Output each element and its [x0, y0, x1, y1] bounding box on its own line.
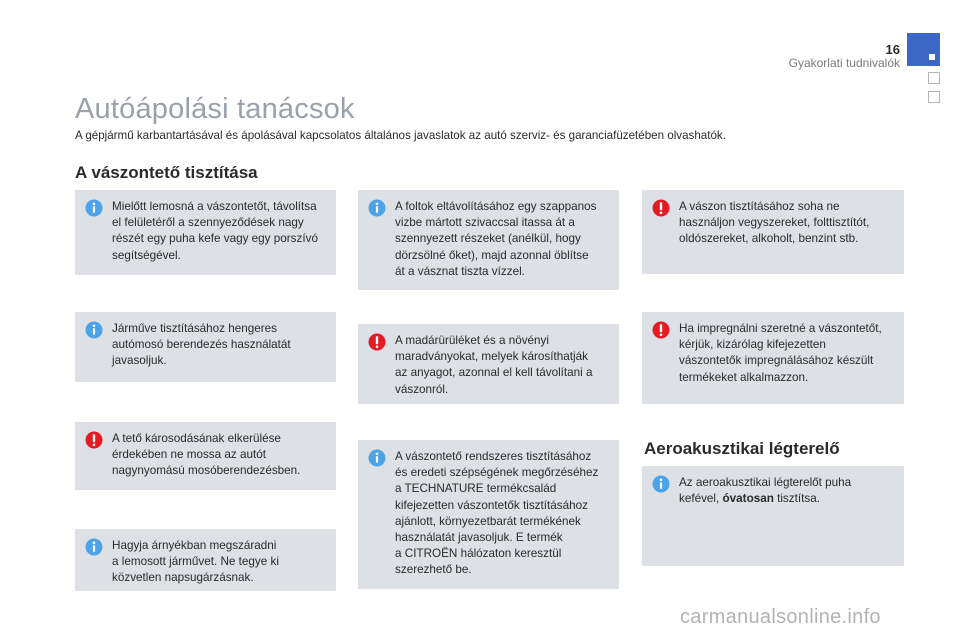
warning-icon — [368, 333, 386, 351]
card-text: Hagyja árnyékban megszáradni a lemosott járművet. Ne tegye ki közvetlen napsugárzásnak. — [112, 539, 279, 585]
info-icon — [85, 199, 103, 217]
card-text: A vászon tisztításához soha ne használjon vegyszereket, folttisztítót, oldószereket, alkoholt, benzint stb. — [679, 200, 870, 246]
card-text: Az aeroakusztikai légterelőt puha kefével, óvatosan tisztítsa. — [679, 476, 852, 506]
chapter-tab-marker — [907, 33, 940, 66]
warning-card — [75, 422, 336, 490]
warning-icon — [652, 321, 670, 339]
card-text: Mielőtt lemosná a vászontetőt, távolítsa el felületéről a szennyeződések nagy részét egy puha kefe vagy egy porszívó segítségével. — [112, 200, 318, 262]
intro-text: A gépjármű karbantartásával és ápolásával kapcsolatos általános javaslatok az autó szerviz- és garanciafüzetében olvashatók. — [75, 129, 726, 142]
watermark-footer: carmanualsonline.info — [680, 606, 881, 628]
card-text: A vászontető rendszeres tisztításához és eredeti szépségének megőrzéséhez a TECHNATURE termékcsalád kifejezetten vászontetők tisztításához ajánlott, környezetbarát termékének használatát javasoljuk. E termék a CITROËN hálózaton keresztül szerezhető be. — [395, 450, 599, 577]
card-text: Járműve tisztításához hengeres autómosó berendezés használatát javasoljuk. — [112, 322, 291, 368]
card-text: A tető károsodásának elkerülése érdekében ne mossa az autót nagynyomású mosóberendezésben. — [112, 432, 301, 478]
info-icon — [85, 538, 103, 556]
info-card — [642, 466, 904, 566]
chapter-marker-empty — [928, 91, 940, 103]
card-text: A foltok eltávolításához egy szappanos vizbe mártott szivaccsal itassa át a szennyezett részeket (anélkül, hogy dörzsölné őket), majd azonnal öblítse át a vásznat tiszta vízzel. — [395, 200, 597, 278]
page-number: 16 — [885, 42, 900, 57]
section-label: Gyakorlati tudnivalók — [788, 56, 900, 70]
section-heading-aero-deflector: Aeroakusztikai légterelő — [644, 439, 840, 458]
info-icon — [368, 449, 386, 467]
card-text: Ha impregnálni szeretné a vászontetőt, kérjük, kizárólag kifejezetten vászontetők impregnálásához készült termékeket alkalmazzon. — [679, 322, 882, 384]
warning-icon — [652, 199, 670, 217]
info-icon — [368, 199, 386, 217]
info-card — [75, 529, 336, 591]
warning-card — [642, 190, 904, 274]
warning-card — [642, 312, 904, 404]
info-icon — [85, 321, 103, 339]
card-text: A madárürüléket és a növényi maradványokat, melyek károsíthatják az anyagot, azonnal el kell távolítani a vászonról. — [395, 334, 593, 396]
warning-icon — [85, 431, 103, 449]
section-heading-canvas-cleaning: A vászontető tisztítása — [75, 163, 258, 182]
emphasis-text: óvatosan — [722, 492, 774, 506]
info-card — [358, 440, 619, 589]
chapter-marker-empty — [928, 72, 940, 84]
info-card — [75, 190, 336, 275]
info-card — [358, 190, 619, 290]
page-title: Autóápolási tanácsok — [75, 93, 355, 125]
warning-card — [358, 324, 619, 404]
info-card — [75, 312, 336, 382]
info-icon — [652, 475, 670, 493]
